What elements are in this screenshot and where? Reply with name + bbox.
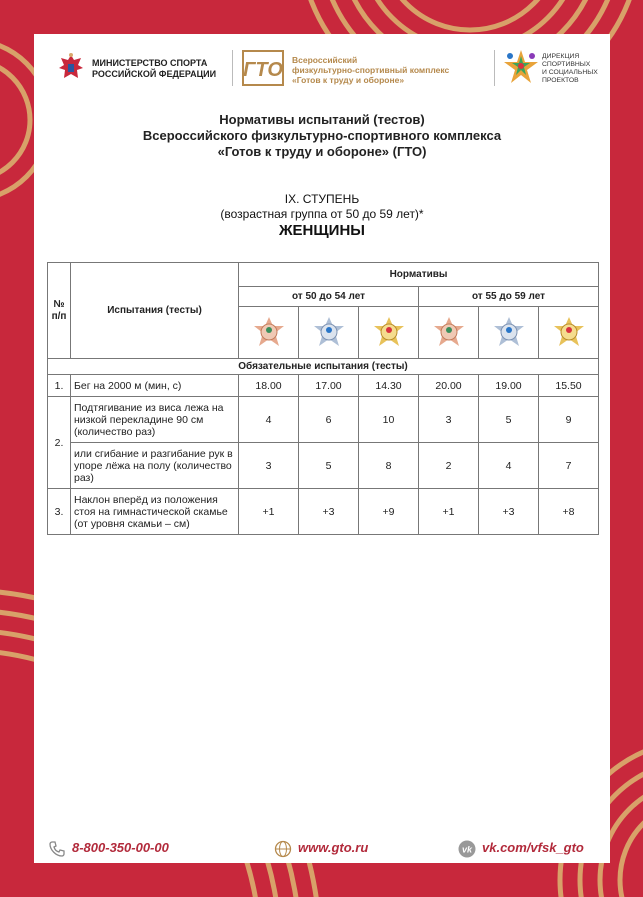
divider (232, 50, 233, 86)
row-num: 3. (48, 489, 71, 535)
stage-gender: ЖЕНЩИНЫ (279, 222, 365, 239)
vk-text: vk.com/vfsk_gto (482, 840, 584, 855)
row-num: 1. (48, 375, 71, 397)
table-row (48, 489, 599, 535)
footer (34, 834, 610, 860)
section-header: Обязательные испытания (тесты) (48, 359, 599, 375)
row-value: 2 (419, 443, 479, 489)
header (34, 34, 610, 100)
row-value: 3 (419, 397, 479, 443)
gto-line2: физкультурно-спортивный комплекс (292, 65, 450, 75)
row-value: 6 (299, 397, 359, 443)
norms-header: Нормативы (239, 263, 599, 287)
row-value: 10 (359, 397, 419, 443)
row-num: 2. (48, 397, 71, 489)
norms-table (47, 262, 599, 535)
ministry-line2: РОССИЙСКОЙ ФЕДЕРАЦИИ (92, 69, 217, 79)
phone-text: 8-800-350-00-00 (72, 840, 169, 855)
phone-icon (48, 840, 66, 858)
stage-heading (34, 192, 610, 222)
row-value: 9 (539, 397, 599, 443)
badge-cell (299, 307, 359, 359)
num-header: № п/п (48, 263, 71, 359)
row-value: +3 (299, 489, 359, 535)
row-value: 20.00 (419, 375, 479, 397)
badge-cell (239, 307, 299, 359)
badge-cell (479, 307, 539, 359)
table-row (48, 397, 599, 443)
bronze-badge-icon (252, 316, 286, 350)
directorate-logo (502, 48, 602, 88)
directorate-line2: СПОРТИВНЫХ (542, 61, 591, 68)
site-text: www.gto.ru (298, 840, 369, 855)
row-value: 17.00 (299, 375, 359, 397)
row-value: 18.00 (239, 375, 299, 397)
eagle-emblem-icon (56, 52, 86, 84)
stage-age: (возрастная группа от 50 до 59 лет)* (220, 207, 424, 221)
silver-badge-icon (312, 316, 346, 350)
title-line1: Нормативы испытаний (тестов) (219, 112, 425, 127)
row-value: 8 (359, 443, 419, 489)
row-value: +1 (239, 489, 299, 535)
gto-line1: Всероссийский (292, 55, 358, 65)
row-test: Наклон вперёд из положения стоя на гимнастической скамье (от уровня скамьи – см) (71, 489, 239, 535)
title-line3: «Готов к труду и обороне» (ГТО) (217, 144, 427, 159)
vk-icon (458, 840, 476, 858)
row-test: или сгибание и разгибание рук в упоре лёжа на полу (количество раз) (71, 443, 239, 489)
silver-badge-icon (492, 316, 526, 350)
row-value: 14.30 (359, 375, 419, 397)
vk-link[interactable] (458, 838, 584, 858)
row-value: 15.50 (539, 375, 599, 397)
gto-line3: «Готов к труду и обороне» (292, 75, 405, 85)
row-value: 7 (539, 443, 599, 489)
stage-name: IX. СТУПЕНЬ (284, 192, 360, 206)
gto-logo (240, 50, 490, 88)
group2-header: от 55 до 59 лет (419, 287, 599, 307)
ministry-logo (56, 52, 226, 84)
row-value: 19.00 (479, 375, 539, 397)
badge-cell (359, 307, 419, 359)
directorate-line4: ПРОЕКТОВ (542, 77, 579, 84)
directorate-line1: ДИРЕКЦИЯ (542, 53, 580, 60)
bronze-badge-icon (432, 316, 466, 350)
row-value: +9 (359, 489, 419, 535)
table-row (48, 443, 599, 489)
title-line2: Всероссийского физкультурно-спортивного комплекса (142, 128, 502, 143)
gto-mark-icon (242, 50, 284, 86)
row-test: Подтягивание из виса лежа на низкой перекладине 90 см (количество раз) (71, 397, 239, 443)
gto-mark-text: ГТО (243, 59, 283, 81)
svg-text:vk: vk (461, 844, 473, 855)
ministry-line1: МИНИСТЕРСТВО СПОРТА (92, 58, 208, 68)
row-value: 5 (299, 443, 359, 489)
row-value: +1 (419, 489, 479, 535)
row-value: 5 (479, 397, 539, 443)
site-link[interactable] (274, 838, 368, 858)
document-sheet (34, 34, 610, 863)
document-title (34, 112, 610, 160)
divider (494, 50, 495, 86)
gold-badge-icon (552, 316, 586, 350)
directorate-line3: И СОЦИАЛЬНЫХ (542, 69, 598, 76)
table-row (48, 375, 599, 397)
badge-cell (539, 307, 599, 359)
row-value: 4 (239, 397, 299, 443)
star-logo-icon (502, 48, 540, 86)
phone-link[interactable] (48, 838, 169, 858)
badge-cell (419, 307, 479, 359)
group1-header: от 50 до 54 лет (239, 287, 419, 307)
row-value: 4 (479, 443, 539, 489)
globe-icon (274, 840, 292, 858)
gold-badge-icon (372, 316, 406, 350)
row-test: Бег на 2000 м (мин, с) (71, 375, 239, 397)
row-value: 3 (239, 443, 299, 489)
row-value: +3 (479, 489, 539, 535)
row-value: +8 (539, 489, 599, 535)
test-header: Испытания (тесты) (71, 263, 239, 359)
